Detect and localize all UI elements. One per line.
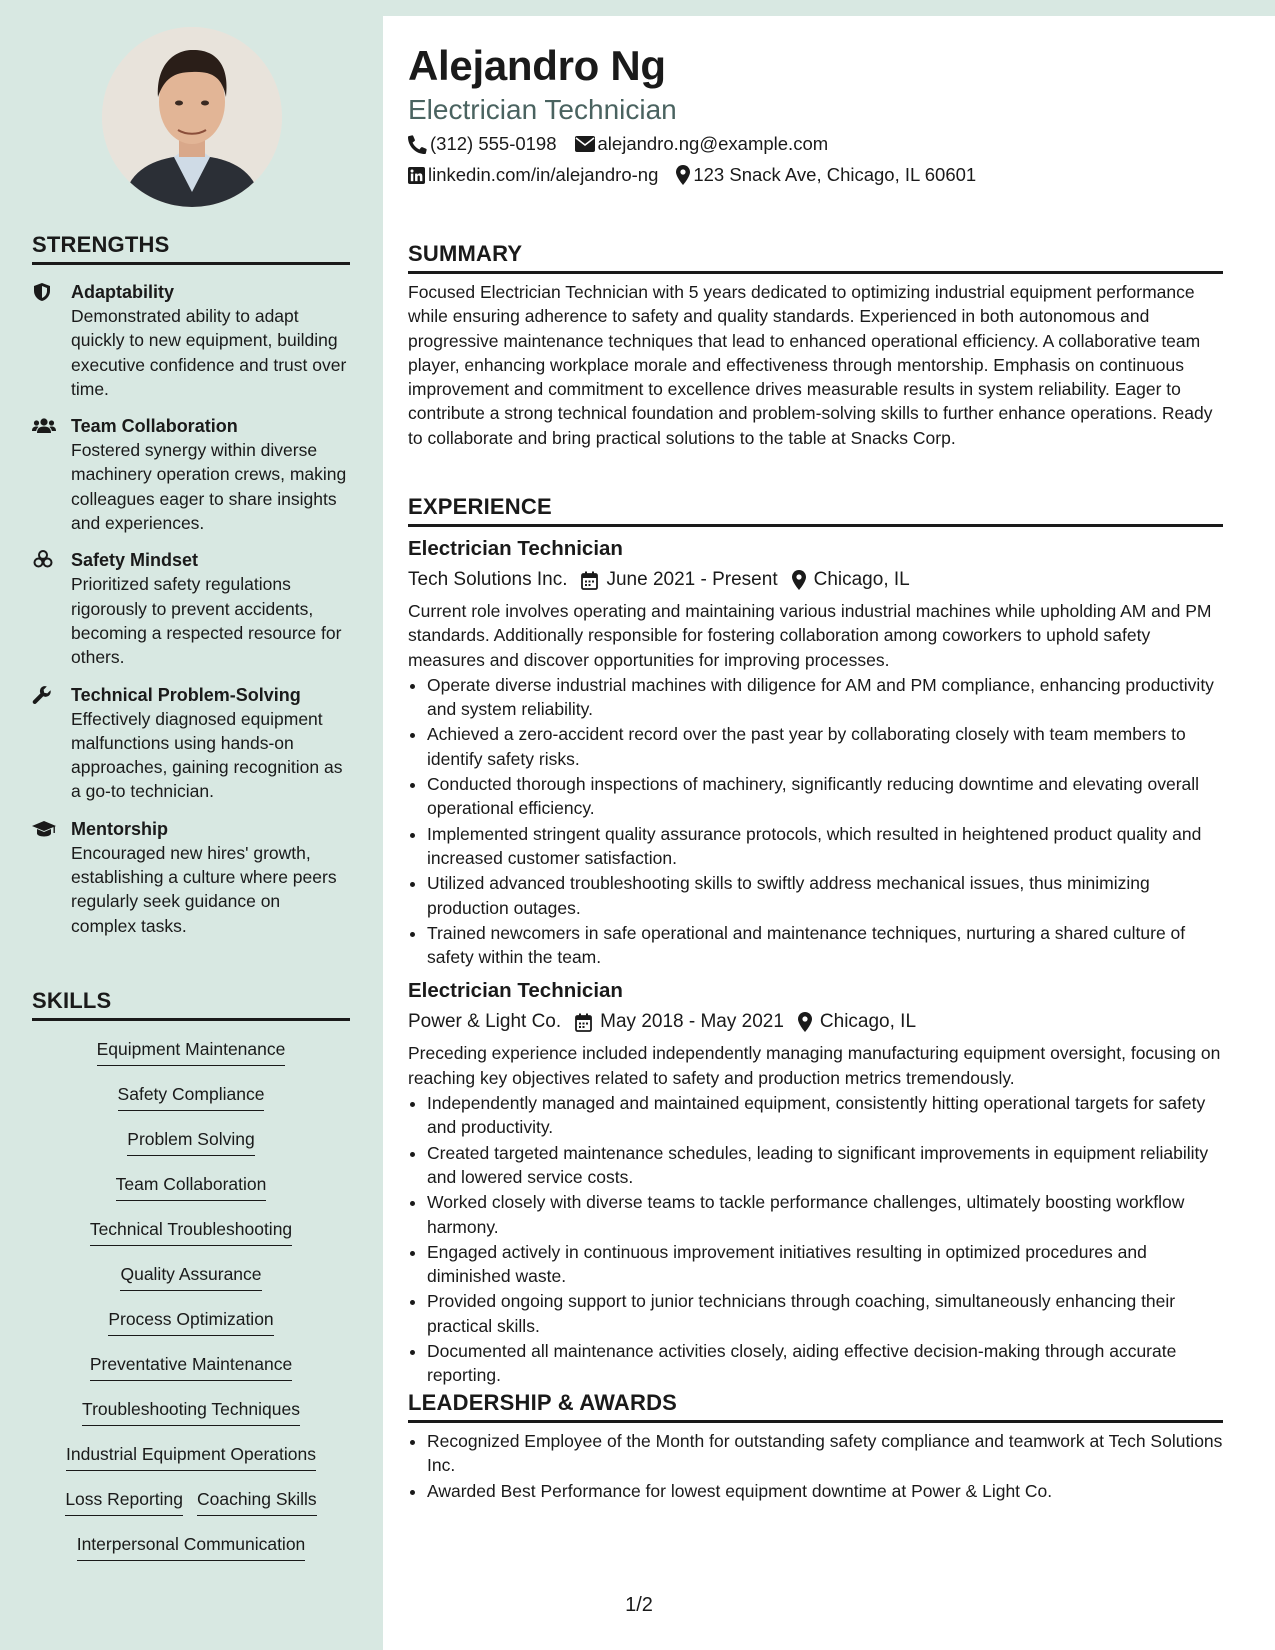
job-meta	[408, 567, 1223, 593]
candidate-name: Alejandro Ng	[408, 42, 666, 89]
strength-desc: Fostered synergy within diverse machinery operation crews, making colleagues eager to share insights and experiences.	[71, 440, 347, 534]
location-pin-icon	[676, 165, 690, 185]
skill-tag: Loss Reporting	[65, 1485, 183, 1516]
awards-heading: LEADERSHIP & AWARDS	[408, 1390, 1223, 1423]
skill-tag: Equipment Maintenance	[97, 1035, 286, 1066]
skill-tag: Coaching Skills	[197, 1485, 317, 1516]
job-title: Electrician Technician	[408, 537, 623, 560]
biohazard-icon	[32, 550, 54, 570]
location-pin-icon	[792, 570, 806, 590]
linkedin-icon	[408, 167, 425, 184]
users-icon	[32, 416, 54, 436]
strength-title: Team Collaboration	[71, 416, 238, 437]
job-bullet: • Achieved a zero-accident record over the past year by collaborating closely with team members to identify safety risks.	[427, 722, 1223, 771]
phone-contact[interactable]	[408, 133, 557, 155]
skills-list	[32, 1021, 350, 1575]
experience-heading: EXPERIENCE	[408, 494, 1223, 527]
job-bullet: • Utilized advanced troubleshooting skills to swiftly address mechanical issues, thus minimizing production outages.	[427, 871, 1223, 920]
job-bullets	[408, 673, 1223, 970]
strength-desc: Encouraged new hires' growth, establishing a culture where peers regularly seek guidance on complex tasks.	[71, 842, 337, 936]
job-bullet: • Operate diverse industrial machines with diligence for AM and PM compliance, enhancing productivity and system reliability.	[427, 673, 1223, 722]
summary-text: Focused Electrician Technician with 5 years dedicated to optimizing industrial equipment performance while ensuring adherence to safety and quality standards. Experienced in both autonomous and progressive maintenance techniques that lead to enhanced operational efficiency. A collaborative team player, enhancing workplace morale and effectiveness through mentorship. Emphasis on continuous improvement and commitment to excellence drives measurable results in system reliability. Eager to contribute a strong technical foundation and problem-solving skills to further enhance operations. Ready to collaborate and bring practical solutions to the table at Snacks Corp.	[408, 282, 1213, 448]
strength-item	[32, 414, 350, 535]
strengths-section	[32, 232, 350, 938]
job-bullet: • Conducted thorough inspections of machinery, significantly reducing downtime and elevating overall operational efficiency.	[427, 772, 1223, 821]
wrench-icon	[32, 685, 54, 705]
skill-tag: Team Collaboration	[116, 1170, 267, 1201]
skill-tag: Industrial Equipment Operations	[66, 1440, 316, 1471]
job-bullet: • Created targeted maintenance schedules, leading to significant improvements in equipment reliability and lowered service costs.	[427, 1141, 1223, 1190]
strengths-heading: STRENGTHS	[32, 232, 350, 265]
summary-section	[408, 241, 1223, 450]
job-title-header: Electrician Technician	[408, 94, 677, 125]
job-description: Preceding experience included independently managing manufacturing equipment oversight, focusing on reaching key objectives related to safety and production metrics tremendously.	[408, 1043, 1221, 1088]
calendar-icon	[581, 571, 598, 590]
job-bullet: • Worked closely with diverse teams to tackle performance challenges, ultimately boosting workflow harmony.	[427, 1190, 1223, 1239]
sidebar	[0, 0, 383, 1650]
main-content	[383, 16, 1275, 1650]
strength-title: Safety Mindset	[71, 550, 199, 571]
contact-row-2	[408, 164, 994, 186]
skill-tag: Troubleshooting Techniques	[82, 1395, 300, 1426]
job-location: Chicago, IL	[813, 569, 910, 590]
job-bullet: • Engaged actively in continuous improvement initiatives resulting in optimized procedures and diminished waste.	[427, 1240, 1223, 1289]
company-name: Power & Light Co.	[408, 1011, 562, 1033]
skill-tag: Problem Solving	[127, 1125, 254, 1156]
skill-tag: Quality Assurance	[120, 1260, 261, 1291]
graduation-cap-icon	[32, 819, 54, 839]
phone-text: (312) 555-0198	[430, 133, 557, 154]
job-bullet: • Independently managed and maintained equipment, consistently hitting operational targets for safety and productivity.	[427, 1091, 1223, 1140]
location-pin-icon	[798, 1012, 812, 1032]
shield-icon	[32, 282, 54, 302]
email-text: alejandro.ng@example.com	[597, 133, 829, 154]
strength-desc: Demonstrated ability to adapt quickly to new equipment, building executive confidence and trust over time.	[71, 306, 347, 399]
profile-photo	[102, 27, 282, 207]
job-bullet: • Provided ongoing support to junior technicians through coaching, simultaneously enhancing their practical skills.	[427, 1289, 1223, 1338]
linkedin-text: linkedin.com/in/alejandro-ng	[428, 164, 659, 185]
address-contact	[676, 164, 976, 186]
job-meta	[408, 1009, 1223, 1035]
page-number: 1/2	[625, 1594, 653, 1616]
strength-item	[32, 280, 350, 401]
strength-item	[32, 683, 350, 804]
awards-section	[408, 1390, 1223, 1503]
email-contact[interactable]	[575, 133, 829, 155]
job-entry	[408, 977, 1223, 1387]
skills-section	[32, 988, 350, 1575]
job-title: Electrician Technician	[408, 979, 623, 1003]
calendar-icon	[575, 1013, 592, 1032]
awards-list	[408, 1429, 1223, 1503]
job-location: Chicago, IL	[819, 1011, 917, 1033]
strength-title: Technical Problem-Solving	[71, 684, 301, 705]
job-dates: June 2021 - Present	[606, 569, 778, 590]
company-name: Tech Solutions Inc.	[408, 569, 568, 590]
award-item: • Recognized Employee of the Month for outstanding safety compliance and teamwork at Tech Solutions Inc.	[427, 1429, 1223, 1478]
address-text: 123 Snack Ave, Chicago, IL 60601	[693, 164, 977, 185]
job-dates: May 2018 - May 2021	[600, 1011, 784, 1033]
strength-desc: Prioritized safety regulations rigorously to prevent accidents, becoming a respected resource for others.	[71, 574, 342, 668]
skill-tag: Process Optimization	[108, 1305, 273, 1336]
skills-heading: SKILLS	[32, 988, 350, 1021]
skill-tag: Safety Compliance	[118, 1080, 265, 1111]
phone-icon	[408, 135, 427, 154]
strength-item	[32, 548, 350, 669]
job-bullet: • Documented all maintenance activities closely, aiding effective decision-making through accurate reporting.	[427, 1339, 1223, 1388]
strength-desc: Effectively diagnosed equipment malfunctions using hands-on approaches, gaining recognition as a go-to technician.	[71, 708, 343, 802]
job-description: Current role involves operating and maintaining various industrial machines while upholding AM and PM standards. Additionally responsible for fostering collaboration among coworkers to uphold safety measures and discover opportunities for improving processes.	[408, 601, 1212, 670]
job-bullet: • Trained newcomers in safe operational and maintenance techniques, nurturing a shared culture of safety within the team.	[427, 921, 1223, 970]
skill-tag: Preventative Maintenance	[90, 1350, 292, 1381]
envelope-icon	[575, 136, 595, 152]
job-bullet: • Implemented stringent quality assurance protocols, which resulted in heightened product quality and increased customer satisfaction.	[427, 822, 1223, 871]
strength-title: Adaptability	[71, 282, 175, 302]
strength-item	[32, 817, 350, 938]
strength-title: Mentorship	[71, 818, 168, 839]
summary-heading: SUMMARY	[408, 241, 1223, 274]
skill-tag: Interpersonal Communication	[77, 1530, 306, 1561]
job-bullets	[408, 1091, 1223, 1388]
experience-section	[408, 494, 1223, 1388]
job-entry	[408, 535, 1223, 969]
contact-row	[408, 133, 846, 155]
award-item: • Awarded Best Performance for lowest equipment downtime at Power & Light Co.	[427, 1479, 1223, 1503]
linkedin-contact[interactable]	[408, 164, 658, 186]
skill-tag: Technical Troubleshooting	[90, 1215, 292, 1246]
